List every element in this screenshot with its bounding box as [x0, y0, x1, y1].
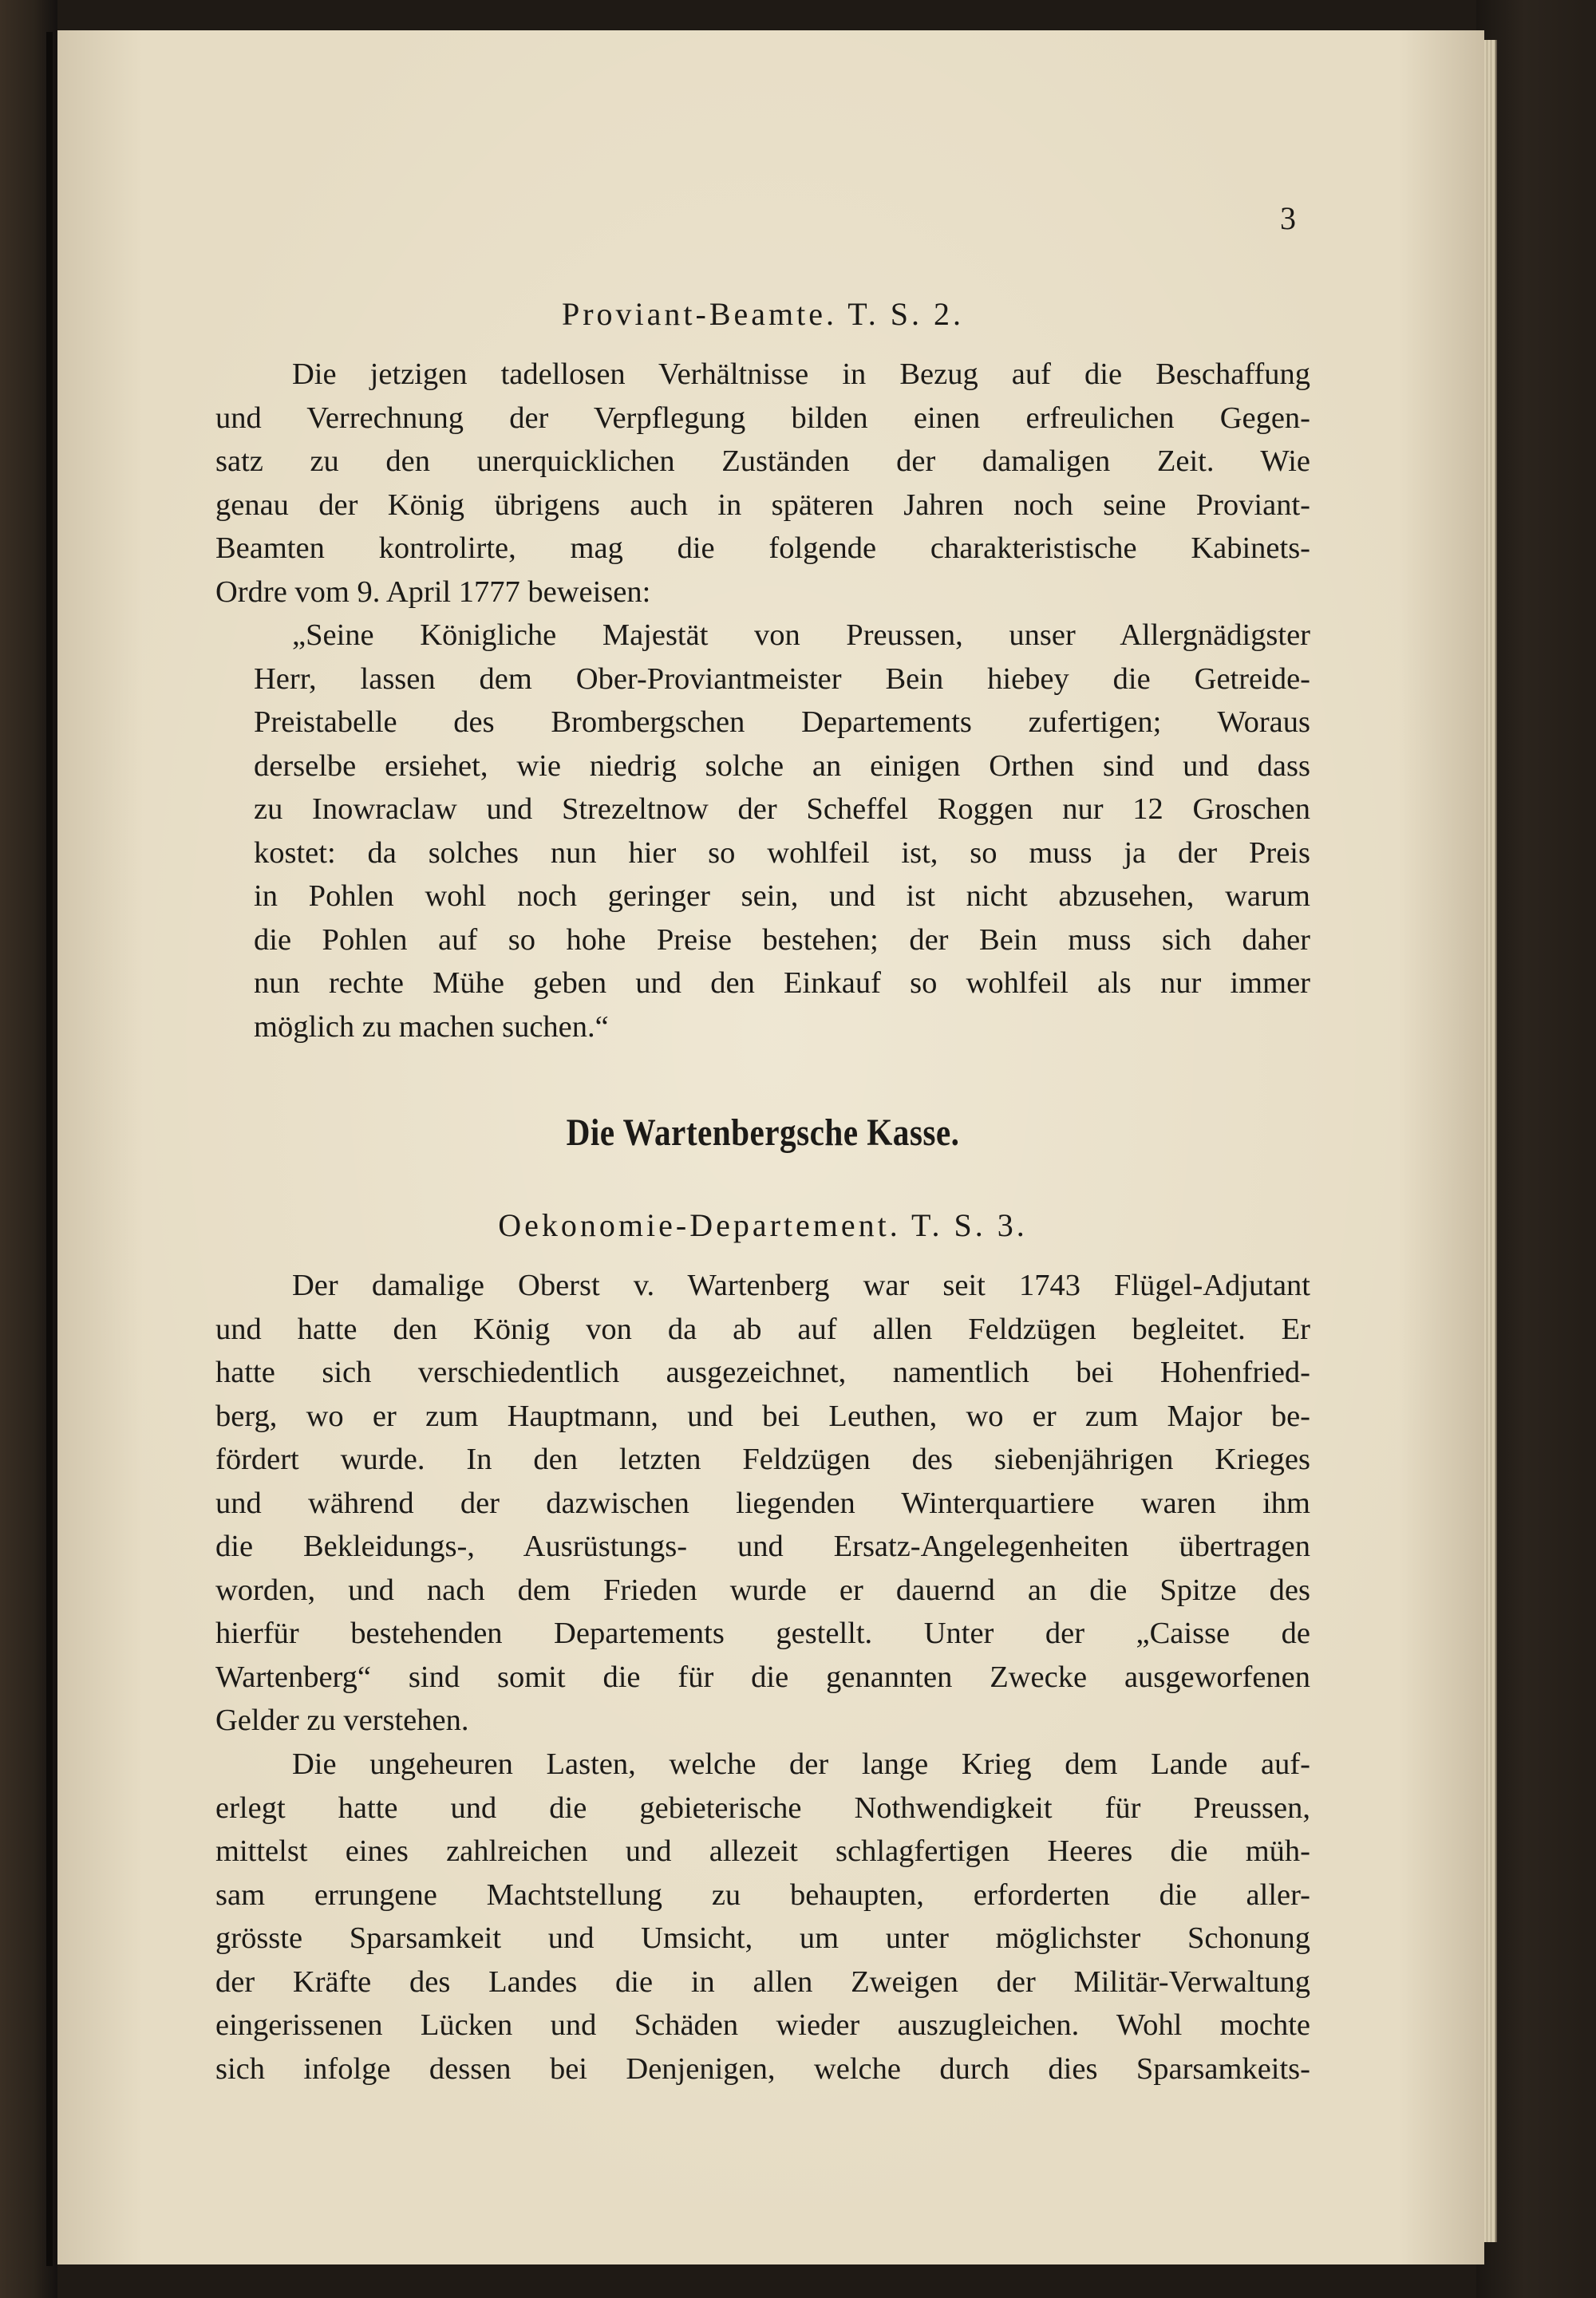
text-line: berg, wo er zum Hauptmann, und bei Leuthen, wo er zum Major be-	[215, 1399, 1310, 1433]
text-line: „Seine Königliche Majestät von Preussen, unser Allergnädigster	[292, 618, 1310, 652]
text-line: Gelder zu verstehen.	[215, 1704, 469, 1737]
section-heading-oekonomie: Oekonomie-Departement. T. S. 3.	[498, 1207, 1028, 1243]
text-line: erlegt hatte und die gebieterische Nothwendigkeit für Preussen,	[215, 1791, 1310, 1825]
text-line: Ordre vom 9. April 1777 beweisen:	[215, 574, 651, 609]
text-line: nun rechte Mühe geben und den Einkauf so wohlfeil als nur immer	[254, 966, 1310, 1000]
text-line: zu Inowraclaw und Strezeltnow der Scheffel Roggen nur 12 Groschen	[254, 792, 1310, 826]
text-line: und hatte den König von da ab auf allen Feldzügen begleitet. Er	[215, 1312, 1310, 1346]
text-line: kostet: da solches nun hier so wohlfeil ist, so muss ja der Preis	[254, 835, 1310, 870]
text-line: sam errungene Machtstellung zu behaupten, erforderten die aller-	[215, 1877, 1310, 1912]
text-line: und Verrechnung der Verpflegung bilden einen erfreulichen Gegen-	[215, 401, 1310, 435]
text-line: Wartenberg“ sind somit die für die genannten Zwecke ausgeworfenen	[215, 1660, 1310, 1694]
text-line: sich infolge dessen bei Denjenigen, welche durch dies Sparsamkeits-	[215, 2051, 1310, 2086]
paragraph-wartenberg-2	[215, 1743, 1310, 2091]
text-line: Der damalige Oberst v. Wartenberg war seit 1743 Flügel-Adjutant	[292, 1269, 1310, 1302]
paragraph-wartenberg-1	[215, 1264, 1310, 1743]
text-line: grösste Sparsamkeit und Umsicht, um unter möglichster Schonung	[215, 1921, 1310, 1955]
text-line: Die jetzigen tadellosen Verhältnisse in Bezug auf die Beschaffung	[292, 357, 1310, 391]
text-line: derselbe ersiehet, wie niedrig solche an einigen Orthen sind und dass	[254, 748, 1310, 783]
page-number: 3	[1280, 200, 1296, 236]
paragraph-proviant	[215, 353, 1310, 614]
quote-kabinets-ordre	[254, 614, 1310, 1048]
book-page	[57, 30, 1484, 2264]
text-line: die Bekleidungs-, Ausrüstungs- und Ersatz-Angelegenheiten übertragen	[215, 1530, 1310, 1563]
text-line: Beamten kontrolirte, mag die folgende charakteristische Kabinets-	[215, 531, 1310, 565]
binding-line	[46, 32, 53, 2266]
text-line: hatte sich verschiedentlich ausgezeichnet, namentlich bei Hohenfried-	[215, 1356, 1310, 1389]
text-line: worden, und nach dem Frieden wurde er dauernd an die Spitze des	[215, 1573, 1310, 1607]
text-line: die Pohlen auf so hohe Preise bestehen; der Bein muss sich daher	[254, 922, 1310, 957]
text-line: genau der König übrigens auch in späteren Jahren noch seine Proviant-	[215, 488, 1310, 522]
text-line: Herr, lassen dem Ober-Proviantmeister Bein hiebey die Getreide-	[254, 661, 1310, 696]
text-line: möglich zu machen suchen.“	[254, 1009, 609, 1044]
text-line: fördert wurde. In den letzten Feldzügen des siebenjährigen Krieges	[215, 1443, 1310, 1476]
section-heading-proviant: Proviant-Beamte. T. S. 2.	[561, 296, 965, 332]
text-line: Die ungeheuren Lasten, welche der lange Krieg dem Lande auf-	[292, 1747, 1310, 1781]
text-line: in Pohlen wohl noch geringer sein, und ist nicht abzusehen, warum	[254, 879, 1310, 913]
text-line: eingerissenen Lücken und Schäden wieder auszugleichen. Wohl mochte	[215, 2008, 1310, 2042]
text-line: hierfür bestehenden Departements gestellt. Unter der „Caisse de	[215, 1617, 1310, 1650]
text-line: mittelst eines zahlreichen und allezeit schlagfertigen Heeres die müh-	[215, 1834, 1310, 1868]
text-line: satz zu den unerquicklichen Zuständen der damaligen Zeit. Wie	[215, 444, 1310, 478]
section-title-wartenberg: Die Wartenbergsche Kasse.	[566, 1111, 960, 1154]
text-line: der Kräfte des Landes die in allen Zweigen der Militär-Verwaltung	[215, 1964, 1310, 1999]
text-line: Preistabelle des Brombergschen Departements zufertigen; Woraus	[254, 705, 1310, 739]
text-line: und während der dazwischen liegenden Winterquartiere waren ihm	[215, 1486, 1310, 1520]
